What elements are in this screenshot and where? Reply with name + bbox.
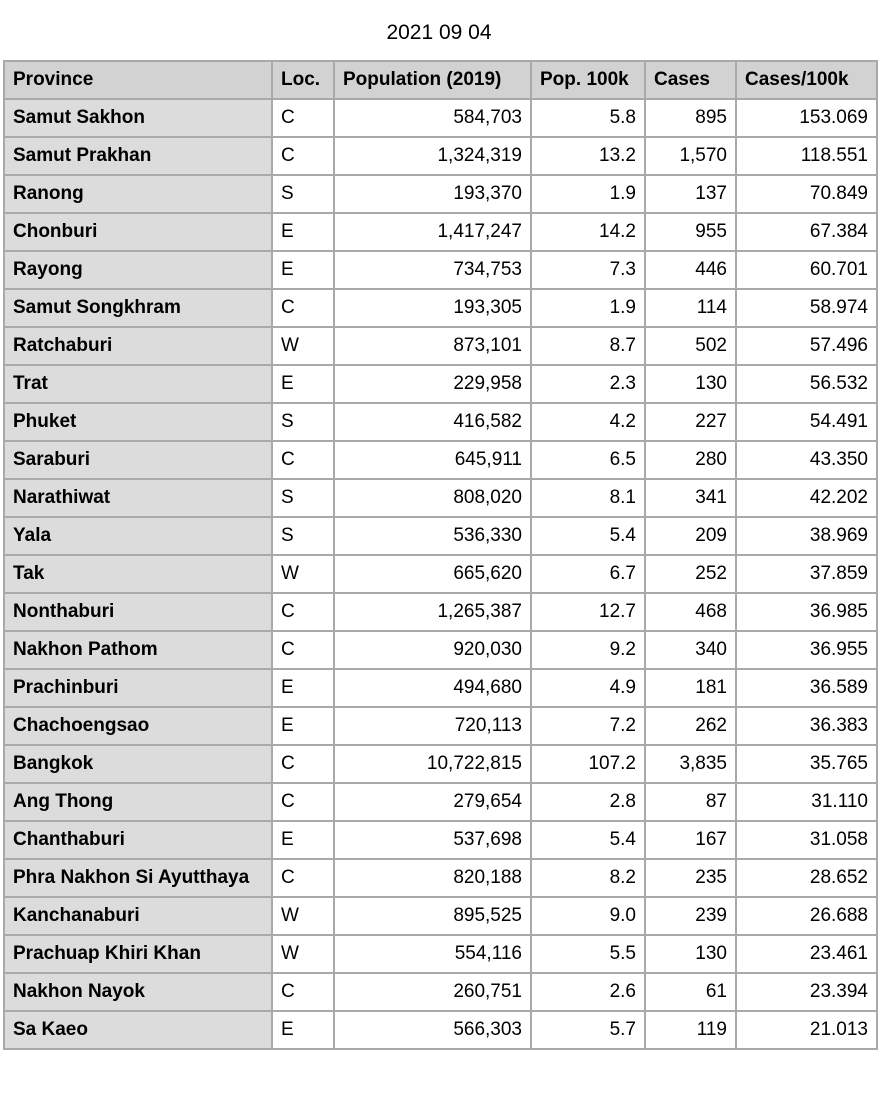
cell-population: 10,722,815 [334,745,531,783]
cell-pop-100k: 2.3 [531,365,645,403]
header-row [4,61,877,99]
cell-cases-per-100k: 42.202 [736,479,877,517]
cell-location: S [272,175,334,213]
cell-province: Saraburi [4,441,272,479]
cell-pop-100k: 107.2 [531,745,645,783]
cell-cases-per-100k: 153.069 [736,99,877,137]
cell-cases-per-100k: 36.955 [736,631,877,669]
cell-province: Kanchanaburi [4,897,272,935]
cell-cases-per-100k: 31.058 [736,821,877,859]
cell-pop-100k: 9.2 [531,631,645,669]
cell-population: 229,958 [334,365,531,403]
page-title: 2021 09 04 [386,21,492,44]
cell-cases-per-100k: 36.985 [736,593,877,631]
cell-cases-per-100k: 43.350 [736,441,877,479]
cell-cases: 61 [645,973,736,1011]
cell-cases: 119 [645,1011,736,1049]
cell-pop-100k: 2.8 [531,783,645,821]
cell-location: C [272,99,334,137]
cell-province: Prachuap Khiri Khan [4,935,272,973]
cell-population: 193,370 [334,175,531,213]
cell-cases: 181 [645,669,736,707]
table-row [4,631,877,669]
cell-cases: 167 [645,821,736,859]
cell-population: 645,911 [334,441,531,479]
table-row [4,783,877,821]
table-row [4,897,877,935]
cell-cases: 341 [645,479,736,517]
cell-province: Ang Thong [4,783,272,821]
table-row [4,707,877,745]
cell-cases: 114 [645,289,736,327]
cell-location: E [272,365,334,403]
cell-province: Yala [4,517,272,555]
cell-cases-per-100k: 26.688 [736,897,877,935]
table-row [4,745,877,783]
province-cases-table [3,60,878,1050]
table-row [4,175,877,213]
cell-cases: 1,570 [645,137,736,175]
cell-cases: 227 [645,403,736,441]
cell-province: Ratchaburi [4,327,272,365]
cell-province: Ranong [4,175,272,213]
cell-cases: 130 [645,365,736,403]
cell-pop-100k: 5.7 [531,1011,645,1049]
cell-pop-100k: 1.9 [531,175,645,213]
cell-cases: 446 [645,251,736,289]
cell-cases-per-100k: 21.013 [736,1011,877,1049]
cell-cases: 468 [645,593,736,631]
table-row [4,327,877,365]
cell-population: 665,620 [334,555,531,593]
cell-location: E [272,251,334,289]
cell-pop-100k: 8.2 [531,859,645,897]
cell-location: E [272,707,334,745]
cell-pop-100k: 8.1 [531,479,645,517]
cell-cases-per-100k: 70.849 [736,175,877,213]
table-row [4,479,877,517]
cell-pop-100k: 14.2 [531,213,645,251]
table-row [4,289,877,327]
cell-location: C [272,289,334,327]
cell-cases: 280 [645,441,736,479]
cell-cases: 87 [645,783,736,821]
cell-population: 820,188 [334,859,531,897]
cell-location: W [272,935,334,973]
cell-cases-per-100k: 118.551 [736,137,877,175]
cell-province: Nakhon Nayok [4,973,272,1011]
cell-population: 537,698 [334,821,531,859]
cell-cases-per-100k: 67.384 [736,213,877,251]
cell-pop-100k: 1.9 [531,289,645,327]
cell-location: S [272,403,334,441]
cell-location: W [272,897,334,935]
cell-pop-100k: 5.4 [531,821,645,859]
cell-cases-per-100k: 35.765 [736,745,877,783]
cell-location: E [272,669,334,707]
cell-location: W [272,327,334,365]
cell-location: C [272,593,334,631]
column-header-population: Population (2019) [334,61,531,99]
cell-pop-100k: 8.7 [531,327,645,365]
cell-pop-100k: 4.2 [531,403,645,441]
table-row [4,99,877,137]
table-row [4,213,877,251]
column-header-location: Loc. [272,61,334,99]
cell-pop-100k: 5.5 [531,935,645,973]
cell-cases-per-100k: 37.859 [736,555,877,593]
cell-cases-per-100k: 54.491 [736,403,877,441]
table-row [4,859,877,897]
cell-pop-100k: 2.6 [531,973,645,1011]
cell-cases-per-100k: 23.461 [736,935,877,973]
cell-cases-per-100k: 23.394 [736,973,877,1011]
cell-cases: 502 [645,327,736,365]
cell-cases-per-100k: 36.383 [736,707,877,745]
cell-province: Chachoengsao [4,707,272,745]
cell-cases-per-100k: 36.589 [736,669,877,707]
cell-province: Samut Prakhan [4,137,272,175]
cell-cases-per-100k: 28.652 [736,859,877,897]
cell-province: Narathiwat [4,479,272,517]
cell-province: Phuket [4,403,272,441]
cell-cases: 340 [645,631,736,669]
cell-location: C [272,137,334,175]
column-header-pop-100k: Pop. 100k [531,61,645,99]
table-row [4,973,877,1011]
column-header-province: Province [4,61,272,99]
cell-pop-100k: 6.5 [531,441,645,479]
table-row [4,137,877,175]
cell-pop-100k: 9.0 [531,897,645,935]
cell-location: E [272,1011,334,1049]
table-row [4,935,877,973]
cell-population: 720,113 [334,707,531,745]
cell-cases-per-100k: 57.496 [736,327,877,365]
cell-province: Bangkok [4,745,272,783]
cell-province: Chanthaburi [4,821,272,859]
cell-cases: 3,835 [645,745,736,783]
cell-location: C [272,859,334,897]
cell-cases: 239 [645,897,736,935]
cell-pop-100k: 4.9 [531,669,645,707]
table-row [4,517,877,555]
cell-population: 536,330 [334,517,531,555]
cell-population: 416,582 [334,403,531,441]
cell-location: C [272,783,334,821]
cell-pop-100k: 5.8 [531,99,645,137]
table-row [4,669,877,707]
cell-pop-100k: 5.4 [531,517,645,555]
table-row [4,555,877,593]
cell-location: S [272,479,334,517]
cell-province: Tak [4,555,272,593]
cell-pop-100k: 12.7 [531,593,645,631]
cell-pop-100k: 7.3 [531,251,645,289]
table-row [4,821,877,859]
table-row [4,593,877,631]
table-row [4,441,877,479]
cell-population: 279,654 [334,783,531,821]
cell-location: C [272,973,334,1011]
cell-province: Phra Nakhon Si Ayutthaya [4,859,272,897]
cell-cases: 262 [645,707,736,745]
cell-cases: 130 [645,935,736,973]
cell-cases-per-100k: 31.110 [736,783,877,821]
cell-province: Rayong [4,251,272,289]
table-row [4,1011,877,1049]
cell-population: 808,020 [334,479,531,517]
column-header-cases-per-100k: Cases/100k [736,61,877,99]
cell-cases: 252 [645,555,736,593]
cell-location: C [272,631,334,669]
cell-location: C [272,441,334,479]
cell-population: 1,265,387 [334,593,531,631]
table-row [4,365,877,403]
cell-cases: 955 [645,213,736,251]
cell-population: 734,753 [334,251,531,289]
cell-population: 193,305 [334,289,531,327]
cell-population: 554,116 [334,935,531,973]
cell-population: 566,303 [334,1011,531,1049]
cell-province: Samut Songkhram [4,289,272,327]
cell-cases-per-100k: 38.969 [736,517,877,555]
cell-population: 895,525 [334,897,531,935]
cell-population: 1,417,247 [334,213,531,251]
cell-population: 260,751 [334,973,531,1011]
cell-population: 920,030 [334,631,531,669]
cell-province: Nonthaburi [4,593,272,631]
cell-cases-per-100k: 56.532 [736,365,877,403]
cell-pop-100k: 7.2 [531,707,645,745]
cell-pop-100k: 6.7 [531,555,645,593]
cell-province: Sa Kaeo [4,1011,272,1049]
cell-location: S [272,517,334,555]
cell-location: E [272,821,334,859]
cell-pop-100k: 13.2 [531,137,645,175]
cell-cases-per-100k: 58.974 [736,289,877,327]
cell-population: 584,703 [334,99,531,137]
column-header-cases: Cases [645,61,736,99]
cell-province: Samut Sakhon [4,99,272,137]
cell-cases: 235 [645,859,736,897]
cell-location: W [272,555,334,593]
table-body [4,99,877,1049]
table-row [4,251,877,289]
cell-province: Chonburi [4,213,272,251]
cell-population: 494,680 [334,669,531,707]
cell-cases-per-100k: 60.701 [736,251,877,289]
cell-population: 873,101 [334,327,531,365]
cell-cases: 209 [645,517,736,555]
cell-location: C [272,745,334,783]
cell-cases: 137 [645,175,736,213]
cell-province: Trat [4,365,272,403]
cell-cases: 895 [645,99,736,137]
cell-province: Nakhon Pathom [4,631,272,669]
table-row [4,403,877,441]
cell-province: Prachinburi [4,669,272,707]
cell-population: 1,324,319 [334,137,531,175]
cell-location: E [272,213,334,251]
